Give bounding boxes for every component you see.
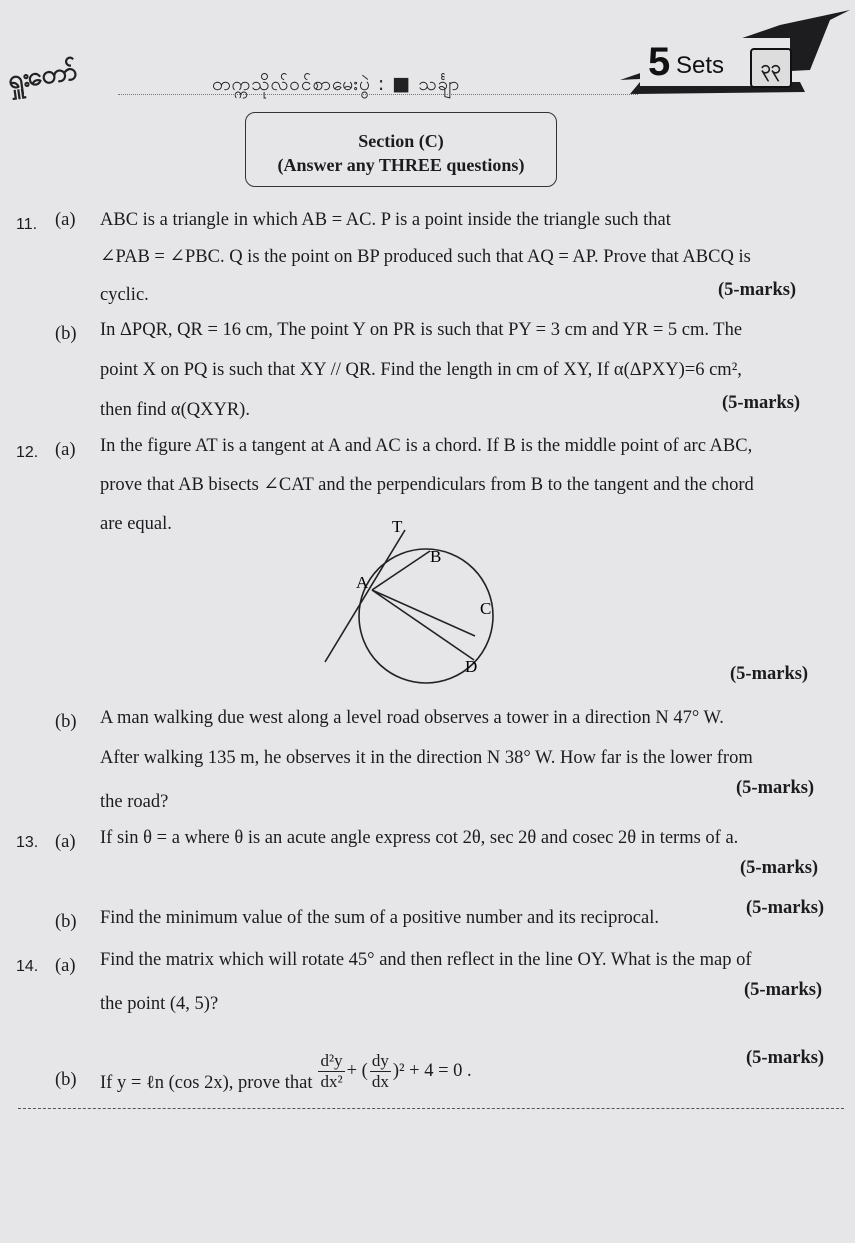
sets-badge: ၃၃	[750, 48, 792, 88]
part-label: (a)	[55, 210, 76, 230]
question-line: prove that AB bisects ∠CAT and the perpendiculars from B to the tangent and the chord	[100, 475, 754, 495]
label-d: D	[465, 657, 478, 676]
marks-label: (5-marks)	[718, 280, 797, 300]
equation-suffix: )² + 4 = 0 .	[392, 1060, 472, 1081]
question-line: ∠PAB = ∠PBC. Q is the point on BP produced such that AQ = AP. Prove that ABCQ is	[100, 247, 751, 267]
publisher-logo: ရှူးတော်	[6, 56, 78, 96]
question-line: Find the minimum value of the sum of a positive number and its reciprocal.	[100, 908, 659, 928]
fraction-numerator: d²y	[320, 1050, 343, 1070]
sets-word: Sets	[676, 52, 725, 79]
question-line: the road?	[100, 792, 169, 812]
part-label: (b)	[55, 712, 77, 732]
marks-label: (5-marks)	[746, 1048, 825, 1068]
label-c: C	[480, 599, 492, 618]
sets-number: 5	[648, 40, 671, 84]
question-line: A man walking due west along a level road observes a tower in a direction N 47° W.	[100, 708, 724, 728]
line-ad	[372, 590, 474, 660]
question-line: If sin θ = a where θ is an acute angle express cot 2θ, sec 2θ and cosec 2θ in terms of a.	[100, 828, 739, 848]
part-label: (b)	[55, 1070, 77, 1090]
fraction-denominator: dx	[371, 1071, 389, 1091]
marks-label: (5-marks)	[744, 980, 823, 1000]
part-label: (a)	[55, 956, 76, 976]
question-line: then find α(QXYR).	[100, 400, 250, 420]
section-instruction: (Answer any THREE questions)	[277, 155, 525, 175]
label-t: T	[392, 517, 403, 536]
marks-label: (5-marks)	[746, 898, 825, 918]
question-number: 11.	[16, 216, 38, 233]
part-label: (b)	[55, 324, 77, 344]
marks-label: (5-marks)	[740, 858, 819, 878]
part-label: (a)	[55, 832, 76, 852]
subject-line: တက္ကသိုလ်ဝင်စာမေးပွဲ : ■ သင်္ချာ	[212, 73, 461, 95]
marks-label: (5-marks)	[736, 778, 815, 798]
fraction-numerator: dy	[371, 1050, 389, 1070]
fraction-denominator: dx²	[320, 1071, 343, 1091]
equation-prefix: If y = ℓn (cos 2x), prove that	[100, 1072, 313, 1093]
part-label: (b)	[55, 912, 77, 932]
equation-plus: + (	[346, 1060, 368, 1081]
question-line: cyclic.	[100, 285, 149, 305]
bottom-rule	[18, 1108, 844, 1109]
question-number: 14.	[16, 958, 39, 975]
section-box	[245, 112, 557, 187]
question-line: point X on PQ is such that XY // QR. Find the length in cm of XY, If α(ΔPXY)=6 cm²,	[100, 360, 742, 380]
circle-tangent-figure	[310, 510, 510, 690]
label-a: A	[356, 573, 369, 592]
question-line: After walking 135 m, he observes it in the direction N 38° W. How far is the lower from	[100, 748, 753, 768]
sets-banner-graphic	[600, 10, 855, 110]
first-derivative-fraction	[370, 1051, 391, 1092]
marks-label: (5-marks)	[722, 393, 801, 413]
marks-label: (5-marks)	[730, 664, 809, 684]
part-label: (a)	[55, 440, 76, 460]
section-title: Section (C)	[358, 131, 444, 151]
second-derivative-fraction	[318, 1051, 344, 1092]
question-line: Find the matrix which will rotate 45° and then reflect in the line OY. What is the map of	[100, 950, 752, 970]
question-line: are equal.	[100, 514, 172, 534]
header-rule	[118, 94, 638, 95]
question-line: ABC is a triangle in which AB = AC. P is a point inside the triangle such that	[100, 210, 671, 230]
derivative-equation	[100, 1036, 472, 1106]
question-number: 12.	[16, 444, 39, 461]
question-line: In ΔPQR, QR = 16 cm, The point Y on PR is such that PY = 3 cm and YR = 5 cm. The	[100, 320, 743, 340]
question-line: the point (4, 5)?	[100, 994, 219, 1014]
question-number: 13.	[16, 834, 39, 851]
question-line: In the figure AT is a tangent at A and AC is a chord. If B is the middle point of arc ABC,	[100, 436, 753, 456]
label-b: B	[430, 547, 442, 566]
chord-ac	[372, 590, 475, 636]
